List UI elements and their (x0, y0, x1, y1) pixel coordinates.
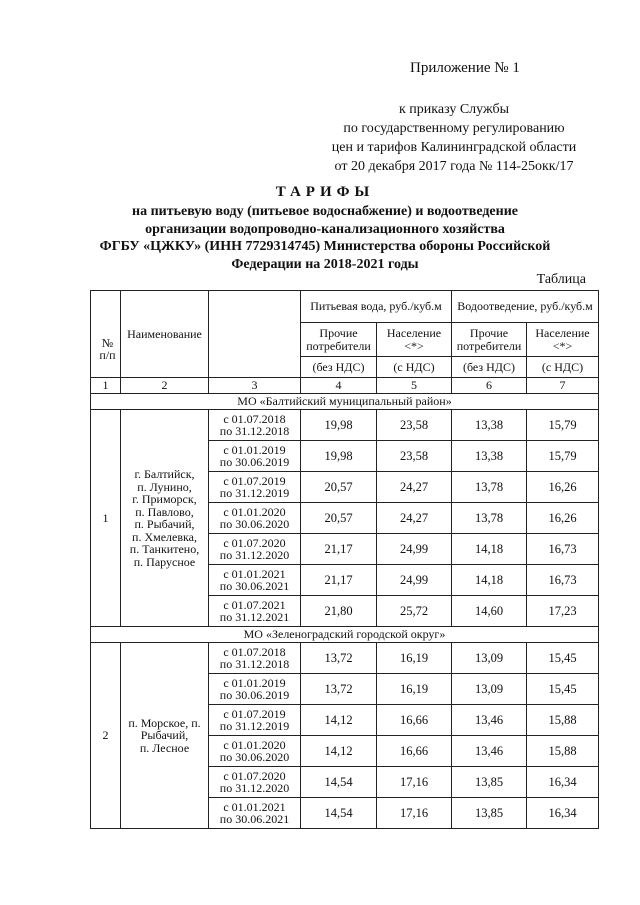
tariff-table (90, 290, 599, 829)
column-number-cell: 2 (121, 378, 209, 394)
column-number-cell: 1 (91, 378, 121, 394)
sewage-other-value: 13,38 (452, 410, 527, 441)
settlement-name: г. Приморск, (132, 492, 197, 506)
period-to: по 31.12.2020 (219, 781, 290, 795)
settlement-name: г. Балтийск, (134, 467, 195, 481)
water-other-value: 13,72 (301, 674, 377, 705)
period-from: с 01.07.2019 (223, 706, 286, 721)
header-period (209, 291, 301, 378)
settlement-name: п. Павлово, (135, 504, 194, 519)
subtitle-line: Федерации на 2018-2021 годы (231, 256, 419, 272)
water-other-value: 14,54 (301, 798, 377, 829)
header-water-other: Прочие потребители (301, 323, 377, 357)
sewage-other-value: 14,18 (452, 565, 527, 596)
settlement-name: п. Лунино, (137, 479, 192, 494)
period-from: с 01.07.2018 (223, 644, 286, 659)
header-sewage-population: Население <*> (527, 323, 599, 357)
sewage-other-value: 13,85 (452, 767, 527, 798)
sewage-population-value: 15,79 (527, 441, 599, 472)
order-line: по государственному регулированию (343, 121, 565, 136)
period-to: по 31.12.2019 (219, 486, 290, 500)
sewage-population-value: 16,73 (527, 565, 599, 596)
period-from: с 01.07.2021 (223, 597, 286, 612)
document-subtitle (60, 203, 590, 273)
header-sewage-no-vat: (без НДС) (452, 357, 527, 378)
period-cell (209, 767, 301, 798)
sewage-population-value: 17,23 (527, 596, 599, 627)
order-line: цен и тарифов Калининградской области (331, 140, 577, 155)
section-title: МО «Зеленоградский городской округ» (91, 627, 599, 643)
sewage-other-value: 13,78 (452, 503, 527, 534)
water-other-value: 14,12 (301, 705, 377, 736)
period-from: с 01.01.2019 (223, 675, 286, 690)
period-to: по 31.12.2020 (219, 548, 290, 562)
appendix-label: Приложение № 1 (410, 60, 520, 76)
header-sewage: Водоотведение, руб./куб.м (452, 291, 599, 323)
water-other-value: 21,80 (301, 596, 377, 627)
sewage-population-value: 16,34 (527, 767, 599, 798)
sewage-population-value: 16,73 (527, 534, 599, 565)
order-line: от 20 декабря 2017 года № 114-25окк/17 (334, 159, 574, 174)
period-from: с 01.01.2020 (223, 737, 286, 752)
section-row (91, 627, 599, 643)
period-cell (209, 643, 301, 674)
row-number: 2 (91, 643, 121, 829)
water-other-value: 21,17 (301, 565, 377, 596)
period-cell (209, 441, 301, 472)
header-water-population: Население <*> (377, 323, 452, 357)
water-population-value: 16,19 (377, 674, 452, 705)
period-cell (209, 410, 301, 441)
sewage-population-value: 15,88 (527, 736, 599, 767)
water-other-value: 14,12 (301, 736, 377, 767)
sewage-population-value: 16,34 (527, 798, 599, 829)
settlement-name: п. Морское, п. (128, 715, 201, 730)
period-cell (209, 472, 301, 503)
period-to: по 30.06.2019 (219, 455, 290, 469)
document-title: ТАРИФЫ (275, 184, 375, 200)
period-from: с 01.07.2020 (223, 535, 286, 550)
column-number-cell: 7 (527, 378, 599, 394)
period-from: с 01.01.2019 (223, 442, 286, 457)
period-to: по 30.06.2020 (219, 750, 290, 764)
header-number: № п/п (91, 291, 121, 378)
period-to: по 30.06.2019 (219, 688, 290, 702)
header-water-no-vat: (без НДС) (301, 357, 377, 378)
water-population-value: 16,66 (377, 705, 452, 736)
column-number-cell: 6 (452, 378, 527, 394)
period-to: по 30.06.2021 (219, 812, 290, 826)
settlement-name: п. Парусное (133, 554, 196, 569)
water-other-value: 14,54 (301, 767, 377, 798)
period-cell (209, 503, 301, 534)
water-other-value: 20,57 (301, 503, 377, 534)
period-from: с 01.01.2021 (223, 799, 286, 814)
sewage-population-value: 16,26 (527, 472, 599, 503)
settlement-name: п. Хмелевка, (132, 529, 197, 544)
water-other-value: 13,72 (301, 643, 377, 674)
period-to: по 31.12.2018 (219, 424, 290, 438)
water-other-value: 19,98 (301, 441, 377, 472)
period-to: по 31.12.2019 (219, 719, 290, 733)
header-name: Наименование (121, 291, 209, 378)
sewage-other-value: 13,46 (452, 705, 527, 736)
sewage-other-value: 13,46 (452, 736, 527, 767)
period-from: с 01.07.2018 (223, 411, 286, 426)
period-cell (209, 596, 301, 627)
header-water-with-vat: (с НДС) (377, 357, 452, 378)
period-cell (209, 736, 301, 767)
header-water: Питьевая вода, руб./куб.м (301, 291, 452, 323)
water-population-value: 16,19 (377, 643, 452, 674)
subtitle-line: организации водопроводно-канализационного хозяйства (145, 221, 505, 237)
subtitle-line: на питьевую воду (питьевое водоснабжение) и водоотведение (132, 204, 518, 219)
period-to: по 30.06.2021 (219, 579, 290, 593)
row-number: 1 (91, 410, 121, 627)
table-caption: Таблица (536, 272, 586, 287)
column-number-cell: 5 (377, 378, 452, 394)
table-row (91, 410, 599, 441)
water-population-value: 16,66 (377, 736, 452, 767)
settlement-names (121, 410, 209, 627)
water-other-value: 19,98 (301, 410, 377, 441)
column-number-cell: 3 (209, 378, 301, 394)
header-sewage-with-vat: (с НДС) (527, 357, 599, 378)
settlement-names (121, 643, 209, 829)
water-population-value: 23,58 (377, 410, 452, 441)
water-population-value: 25,72 (377, 596, 452, 627)
sewage-population-value: 15,45 (527, 643, 599, 674)
water-other-value: 20,57 (301, 472, 377, 503)
sewage-other-value: 13,85 (452, 798, 527, 829)
sewage-other-value: 13,38 (452, 441, 527, 472)
water-population-value: 24,27 (377, 472, 452, 503)
settlement-name: Рыбачий, (140, 728, 189, 743)
order-line: к приказу Службы (399, 102, 509, 117)
settlement-name: п. Танкитено, (129, 542, 200, 556)
section-title: МО «Балтийский муниципальный район» (91, 394, 599, 410)
period-to: по 30.06.2020 (219, 517, 290, 531)
period-cell (209, 798, 301, 829)
period-to: по 31.12.2018 (219, 657, 290, 671)
settlement-name: п. Рыбачий, (134, 517, 195, 531)
water-population-value: 17,16 (377, 767, 452, 798)
period-from: с 01.07.2019 (223, 473, 286, 488)
water-population-value: 24,27 (377, 503, 452, 534)
sewage-other-value: 13,09 (452, 674, 527, 705)
section-row (91, 394, 599, 410)
sewage-population-value: 15,79 (527, 410, 599, 441)
period-to: по 31.12.2021 (219, 610, 290, 624)
order-reference (320, 100, 588, 176)
settlement-name: п. Лесное (139, 740, 190, 755)
sewage-other-value: 14,18 (452, 534, 527, 565)
period-from: с 01.01.2020 (223, 504, 286, 519)
column-number-cell: 4 (301, 378, 377, 394)
sewage-population-value: 15,88 (527, 705, 599, 736)
water-population-value: 24,99 (377, 565, 452, 596)
period-from: с 01.01.2021 (223, 566, 286, 581)
sewage-other-value: 13,09 (452, 643, 527, 674)
water-population-value: 17,16 (377, 798, 452, 829)
water-population-value: 24,99 (377, 534, 452, 565)
sewage-other-value: 14,60 (452, 596, 527, 627)
subtitle-line: ФГБУ «ЦЖКУ» (ИНН 7729314745) Министерства обороны Российской (99, 239, 551, 254)
period-cell (209, 565, 301, 596)
water-other-value: 21,17 (301, 534, 377, 565)
sewage-other-value: 13,78 (452, 472, 527, 503)
table-row (91, 643, 599, 674)
period-cell (209, 705, 301, 736)
header-sewage-other: Прочие потребители (452, 323, 527, 357)
sewage-population-value: 16,26 (527, 503, 599, 534)
sewage-population-value: 15,45 (527, 674, 599, 705)
period-cell (209, 534, 301, 565)
period-from: с 01.07.2020 (223, 768, 286, 783)
period-cell (209, 674, 301, 705)
water-population-value: 23,58 (377, 441, 452, 472)
